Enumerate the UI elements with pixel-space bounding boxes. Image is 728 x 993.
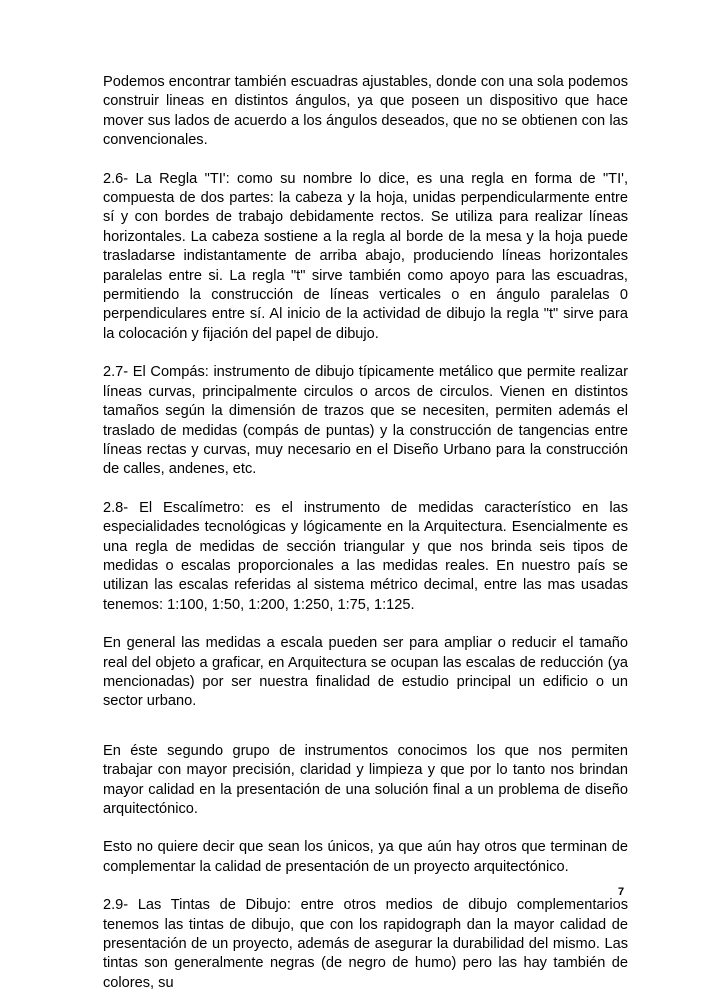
paragraph-spacer (103, 615, 628, 634)
paragraph-not-only: Esto no quiere decir que sean los únicos, ya que aún hay otros que terminan de complementar la calidad de presentación de un proyecto arquitectónico. (103, 839, 628, 875)
paragraph-scale-ruler: 2.8- El Escalímetro: es el instrumento de medidas característico en las especialidades tecnológicas y lógicamente en la Arquitectura. Esencialmente es una regla de medidas de sección triangular y que nos brinda seis tipos de medidas o escalas proporcionales a las medidas reales. En nuestro país se utilizan las escalas referidas al sistema métrico decimal, entre las mas usadas tenemos: 1:100, 1:50, 1:200, 1:250, 1:75, 1:125. (103, 499, 628, 613)
page-number: 7 (618, 886, 625, 898)
paragraph-adjustable-squares: Podemos encontrar también escuadras ajustables, donde con una sola podemos construir lineas en distintos ángulos, ya que poseen un dispositivo que hace mover sus lados de acuerdo a los ángulos deseados, que no se obtienen con las convencionales. (103, 74, 628, 149)
paragraph-spacer (103, 819, 628, 838)
paragraph-drawing-inks: 2.9- Las Tintas de Dibujo: entre otros medios de dibujo complementarios tenemos las tintas de dibujo, que con los rapidograph dan la mayor calidad de presentación de un proyecto, además de asegurar la durabilidad del mismo. Las tintas son generalmente negras (de negro de humo) pero las hay también de colores, su (103, 897, 628, 991)
paragraph-spacer (103, 480, 628, 499)
paragraph-spacer (103, 712, 628, 742)
paragraph-spacer (103, 151, 628, 170)
paragraph-spacer (103, 344, 628, 363)
paragraph-scale-usage: En general las medidas a escala pueden ser para ampliar o reducir el tamaño real del objeto a graficar, en Arquitectura se ocupan las escalas de reducción (ya mencionadas) por ser nuestra finalidad de estudio principal un edificio o un sector urbano. (103, 635, 628, 710)
paragraph-compass: 2.7- El Compás: instrumento de dibujo típicamente metálico que permite realizar líneas curvas, principalmente circulos o arcos de circulos. Vienen en distintos tamaños según la dimensión de trazos que se necesiten, permiten además el traslado de medidas (compás de puntas) y la construcción de tangencias entre líneas rectas y curvas, muy necesario en el Diseño Urbano para la construcción de calles, andenes, etc. (103, 364, 628, 478)
paragraph-spacer (103, 877, 628, 896)
paragraph-t-ruler: 2.6- La Regla "TI': como su nombre lo dice, es una regla en forma de "TI', compuesta de dos partes: la cabeza y la hoja, unidas perpendicularmente entre sí y con bordes de trabajo debidamente rectos. Se utiliza para realizar líneas horizontales. La cabeza sostiene a la regla al borde de la mesa y la hoja puede trasladarse indistantamente de arriba abajo, produciendo líneas horizontales paralelas entre si. La regla "t" sirve también como apoyo para las escuadras, permitiendo la construcción de líneas verticales o en ángulo paralelas 0 perpendiculares entre sí. Al inicio de la actividad de dibujo la regla "t" sirve para la colocación y fijación del papel de dibujo. (103, 170, 628, 342)
paragraph-second-group: En éste segundo grupo de instrumentos conocimos los que nos permiten trabajar con mayor precisión, claridad y limpieza y que por lo tanto nos brindan mayor calidad en la presentación de una solución final a un problema de diseño arquitectónico. (103, 742, 628, 817)
